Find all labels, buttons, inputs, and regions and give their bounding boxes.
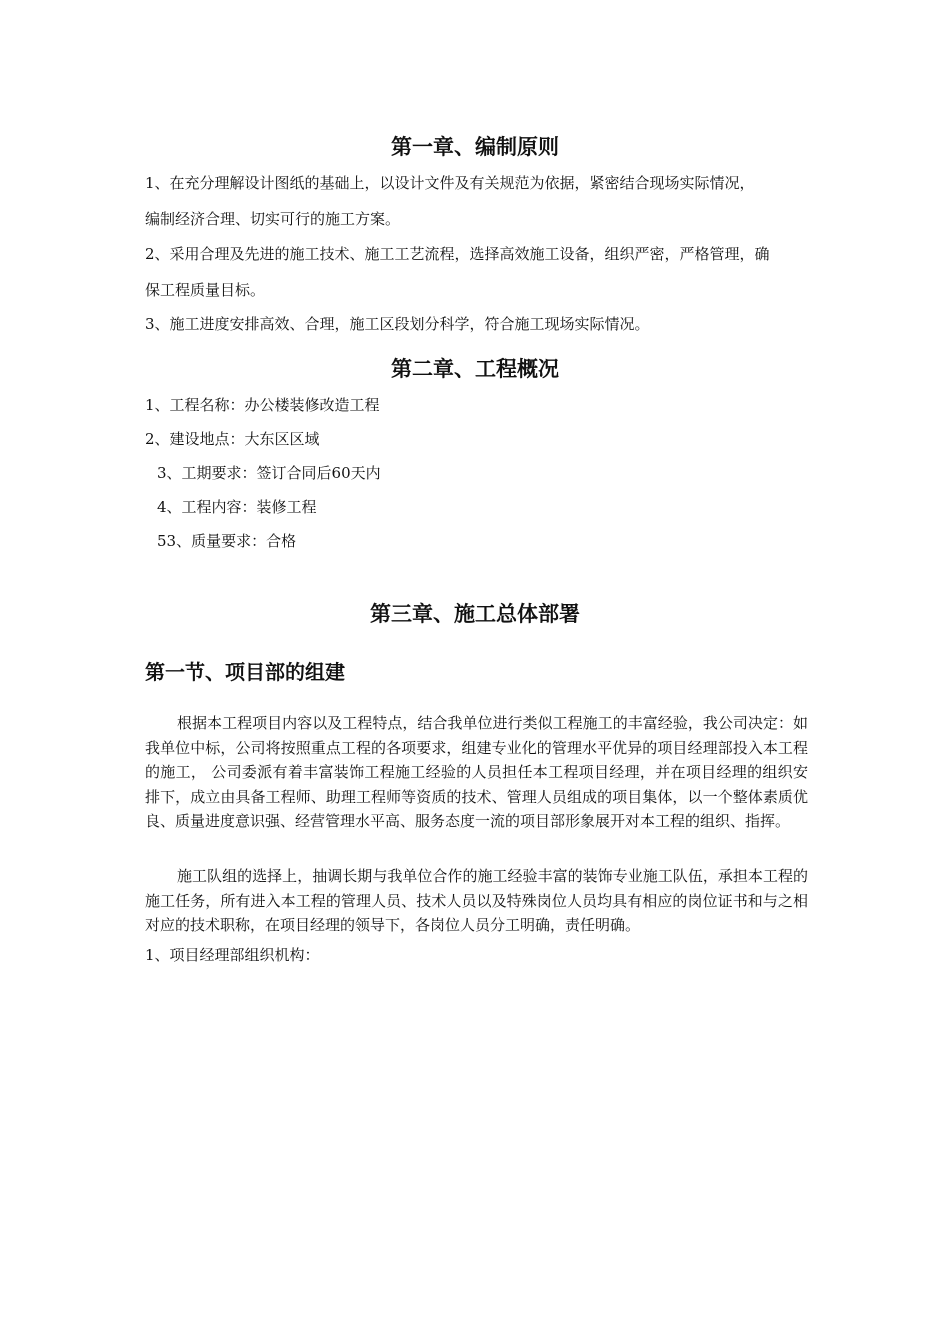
chapter1-item-1a: 1、在充分理解设计图纸的基础上，以设计文件及有关规范为依据，紧密结合现场实际情况，: [145, 174, 755, 192]
chapter1-item-2b: 保工程质量目标。: [145, 281, 266, 299]
chapter2-item-name: 1、工程名称：办公楼装修改造工程: [145, 396, 380, 414]
chapter1-title: 第一章、编制原则: [391, 135, 559, 159]
section1-paragraph-1: 根据本工程项目内容以及工程特点，结合我单位进行类似工程施工的丰富经验，我公司决定：如我单位中标，公司将按照重点工程的各项要求，组建专业化的管理水平优异的项目经理部投入本工程的施工， 公司委派有着丰富装饰工程施工经验的人员担任本工程项目经理，并在项目经理的组织安排下，成立由具备工程师、助理工程师等资质的技术、管理人员组成的项目集体，以一个整体素质优良、质量进度意识强、经营管理水平高、服务态度一流的项目部形象展开对本工程的组织、指挥。: [145, 714, 808, 830]
chapter3-title: 第三章、施工总体部署: [370, 602, 580, 626]
chapter2-title: 第二章、工程概况: [391, 357, 559, 381]
chapter2-item-quality: 53、质量要求：合格: [157, 532, 297, 550]
chapter2-item-location: 2、建设地点：大东区区域: [145, 430, 320, 448]
section1-title: 第一节、项目部的组建: [145, 660, 345, 684]
chapter2-item-duration: 3、工期要求：签订合同后60天内: [157, 464, 381, 482]
chapter1-item-3: 3、施工进度安排高效、合理，施工区段划分科学，符合施工现场实际情况。: [145, 315, 650, 333]
section1-paragraph-2: 施工队组的选择上，抽调长期与我单位合作的施工经验丰富的装饰专业施工队伍，承担本工程的施工任务，所有进入本工程的管理人员、技术人员以及特殊岗位人员均具有相应的岗位证书和与之相对应的技术职称，在项目经理的领导下，各岗位人员分工明确，责任明确。: [145, 867, 808, 934]
chapter1-item-2a: 2、采用合理及先进的施工技术、施工工艺流程，选择高效施工设备，组织严密，严格管理，确: [145, 245, 770, 263]
chapter2-item-content: 4、工程内容：装修工程: [157, 498, 317, 516]
chapter1-item-1b: 编制经济合理、切实可行的施工方案。: [145, 210, 401, 228]
section1-item-1: 1、项目经理部组织机构：: [145, 946, 320, 964]
